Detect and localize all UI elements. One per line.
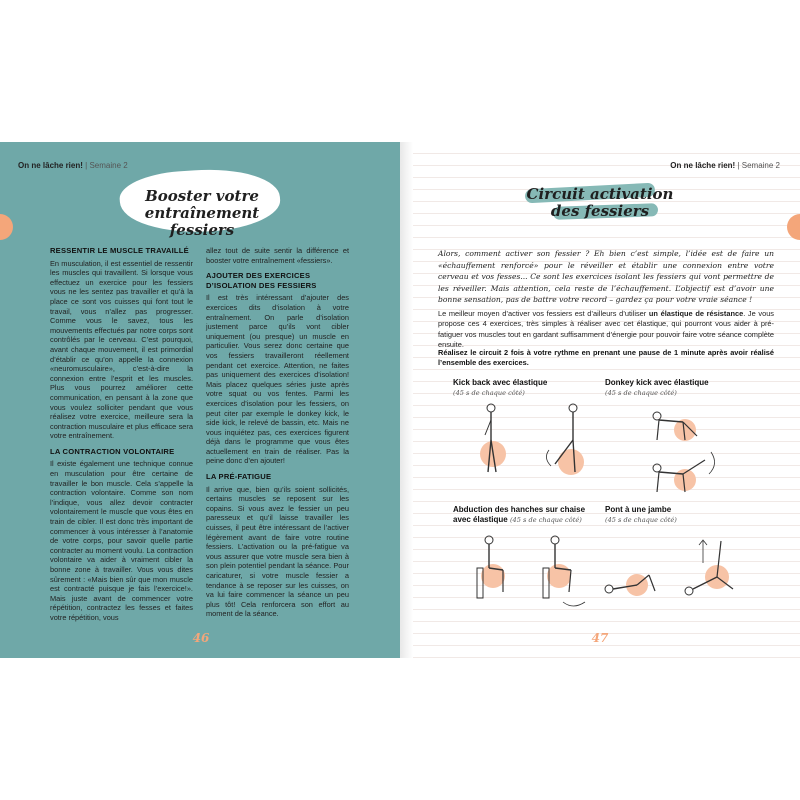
elastic-paragraph: Le meilleur moyen d’activer vos fessiers est d’ailleurs d’utiliser un élastique de résistance. Je vous propose ces 4 exercices, très simples à réaliser avec cet élastique, qui pourront vous aider à pré-fatiguer vos muscles tout en gardant suffisamment d’énergie pour pouvoir faire votre séance complète ensuite. [438, 309, 774, 350]
exercise-duration: (45 s de chaque côté) [453, 389, 525, 397]
paragraph: Il arrive que, bien qu’ils soient sollicités, certains muscles se reposent sur les copains. Si vous avez le fessier un peu paresseux et qu’il laisse travailler les cuisses, il peut être intéressant de l’activer légèrement avant de faire votre routine fessiers. L’activation ou la pré-fatigue va vous assurer que votre muscle sera bien à son plein potentiel pendant la séance. Pour caricaturer, si votre muscle fessier a tendance à se reposer sur les cuisses, on va lui faire commencer la séance un peu plus tôt! Cela renforcera son effort au moment de la séance. [206, 484, 349, 619]
left-column-2 [206, 246, 349, 621]
running-head-left: On ne lâche rien! | Semaine 2 [18, 161, 128, 170]
heading-ressentir: RESSENTIR LE MUSCLE TRAVAILLÉ [50, 246, 189, 255]
book-gutter [400, 142, 413, 658]
left-column-1 [50, 246, 193, 625]
exercise-title-donkey-kick: Donkey kick avec élastique [605, 378, 709, 387]
paragraph: allez tout de suite sentir la différence et booster votre entraînement «fessiers». [206, 246, 349, 265]
orange-tab-right [787, 214, 800, 240]
pont-illustration [593, 527, 753, 607]
kick-back-illustration [463, 400, 603, 480]
circuit-instruction: Réalisez le circuit 2 fois à votre rythme en prenant une pause de 1 minute après avoir réalisé l’ensemble des exercices. [438, 348, 774, 368]
intro-text: Alors, comment activer son fessier ? Eh bien c’est simple, l’idée est de faire un «échauffement renforcé» pour le réveiller et établir une connexion entre votre cerveau et vos fesses... Ce sont les exercices isolant les fessiers qui vont permettre de les réveiller. Mais attention, cela reste de l’échauffement. L’objectif est d’avoir une bonne sensation, pas de battre votre record – gardez ça pour votre vraie séance ! [438, 249, 774, 305]
heading-isolation: AJOUTER DES EXERCICES D’ISOLATION DES FESSIERS [206, 271, 317, 290]
abduction-illustration [463, 532, 603, 612]
exercise-title-kick-back: Kick back avec élastique [453, 378, 548, 387]
left-page [0, 142, 400, 658]
book-spread [0, 142, 800, 658]
page-number-left: 46 [192, 631, 210, 645]
paragraph: En musculation, il est essentiel de ressentir les muscles qui travaillent. Si lorsque vous effectuez un exercice pour les fessiers vous ne les sentez pas travailler et qu’à la place ce sont vos cuisses qui font tout le travail, vous n’allez pas progresser. Comme vous le savez, tous les mouvements effectués par notre corps sont contrôlés par le cerveau. C’est pourquoi, avant chaque mouvement, il est primordial d’établir ce qu’on appelle la connexion «neuromusculaire», c’est-à-dire la connexion entre l’esprit et les muscles. Plus vous pourrez améliorer cette communication, en pensant à la zone que vous voulez solliciter pendant que vous réalisez votre exercice, meilleure sera la contraction musculaire et plus efficace sera votre entraînement. [50, 258, 193, 441]
page-number-right: 47 [591, 631, 609, 645]
paragraph: Il est très intéressant d’ajouter des exercices dits d’isolation à votre entraînement. On parle d’isolation justement parce qu’ils vont cibler uniquement (ou presque) un muscle en particulier. Vous serez donc certaine que vos fessiers travailleront réellement pendant cet exercice. Attention, ne faites pas uniquement des exercices d’isolation! Mais placez quelques séries juste après votre squat ou vos fentes. Parmi les exercices d’isolation pour les fessiers, on peut citer par exemple le donkey kick, le side kick, le relevé de bassin, etc. Mais ne vous inquiétez pas, ces exercices figurent déjà dans le programme que vous êtes actuellement en train de réaliser. Pas la peine donc d’en ajouter! [206, 293, 349, 466]
running-head-right: On ne lâche rien! | Semaine 2 [670, 161, 780, 170]
left-title: Booster votre entraînement fessiers [144, 187, 260, 239]
heading-prefatigue: LA PRÉ-FATIGUE [206, 472, 272, 482]
exercise-title-abduction: Abduction des hanches sur chaise avec élastique (45 s de chaque côté) [453, 505, 586, 524]
orange-tab-left [0, 214, 13, 240]
exercise-title-pont: Pont à une jambe [605, 505, 672, 514]
right-page [413, 142, 800, 658]
right-title: Circuit activation des fessiers [526, 185, 674, 220]
exercise-duration: (45 s de chaque côté) [605, 516, 677, 524]
paragraph: Il existe également une technique connue en musculation pour être certaine de travailler le bon muscle. Cela s’appelle la contraction volontaire. Comme son nom l’indique, vous allez devoir contracter volontairement le muscle que vous êtes en train de cibler. Il est donc très important de commencer à vous intéresser à l’anatomie de votre corps, pour savoir quelle partie contracter au moment voulu. La contraction volontaire va aider à vraiment cibler la bonne zone à travailler. Vous vous dites sûrement : «Mais bien sûr que mon muscle est contracté puisque je fais l’exercice!». Mais juste avant de commencer votre répétition, contractez les fesses et faites votre répétition, vous [50, 459, 193, 622]
exercise-duration: (45 s de chaque côté) [605, 389, 677, 397]
heading-contraction: LA CONTRACTION VOLONTAIRE [50, 446, 175, 456]
donkey-kick-illustration [639, 400, 729, 500]
